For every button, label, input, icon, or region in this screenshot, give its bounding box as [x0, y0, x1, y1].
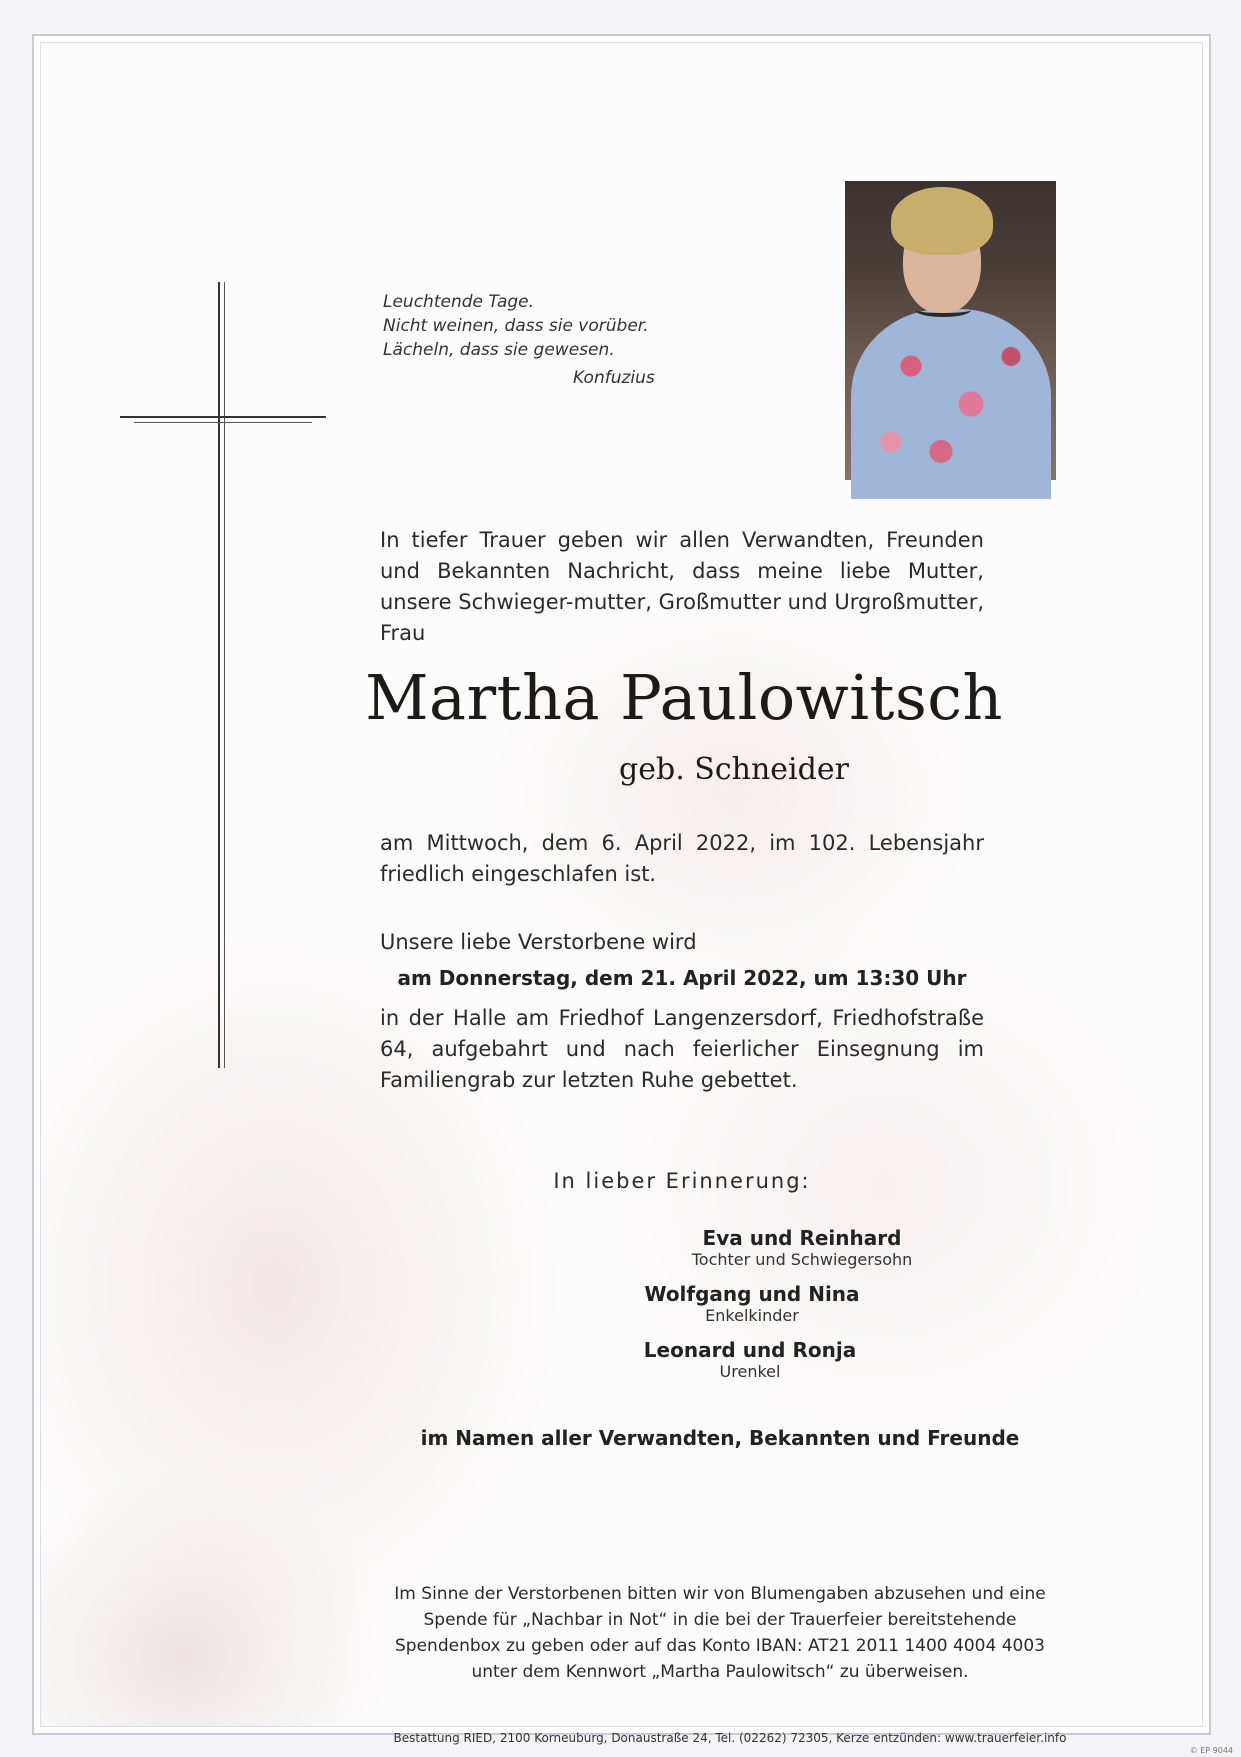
birth-name: geb. Schneider — [619, 752, 849, 787]
funeral-intro: Unsere liebe Verstorbene wird — [380, 930, 697, 954]
deceased-name: Martha Paulowitsch — [365, 661, 1003, 734]
mourner-name: Wolfgang und Nina — [644, 1282, 860, 1306]
death-text: am Mittwoch, dem 6. April 2022, im 102. Lebensjahr friedlich eingeschlafen ist. — [380, 831, 984, 886]
funeral-place: in der Halle am Friedhof Langenzersdorf, Friedhofstraße 64, aufgebahrt und nach feierlicher Einsegnung im Familiengrab zur letzten Ruhe gebettet. — [380, 1006, 984, 1092]
portrait-photo — [845, 181, 1056, 480]
donation-line: Im Sinne der Verstorbenen bitten wir von Blumengaben abzusehen und eine — [394, 1584, 1046, 1604]
donation-request — [380, 1581, 1060, 1685]
mourner-relation: Tochter und Schwiegersohn — [691, 1250, 913, 1269]
mourner — [500, 1226, 1104, 1270]
quote-author: Konfuzius — [573, 368, 655, 388]
mourner — [450, 1282, 1054, 1326]
mourner-name: Eva und Reinhard — [702, 1226, 902, 1250]
quote-line: Leuchtende Tage. — [383, 292, 535, 312]
mourner — [448, 1338, 1052, 1382]
intro-text: In tiefer Trauer geben wir allen Verwandten, Freunden und Bekannten Nachricht, dass meine liebe Mutter, unsere Schwieger-mutter, Großmutter und Urgroßmutter, Frau — [380, 528, 984, 645]
obituary-card — [32, 34, 1211, 1745]
funeral-date: am Donnerstag, dem 21. April 2022, um 13:30 Uhr — [397, 966, 967, 990]
memory-heading: In lieber Erinnerung: — [553, 1169, 811, 1193]
mourner-relation: Urenkel — [719, 1362, 781, 1381]
quote-line: Lächeln, dass sie gewesen. — [383, 340, 615, 360]
funeral-home-footer: Bestattung RIED, 2100 Korneuburg, Donaustraße 24, Tel. (02262) 72305, Kerze entzünden: www.trauerfeier.info — [393, 1731, 1067, 1745]
print-code: © EP 9044 — [1189, 1746, 1233, 1755]
mourner-name: Leonard und Ronja — [643, 1338, 857, 1362]
donation-line: Spende für „Nachbar in Not“ in die bei der Trauerfeier bereitstehende — [423, 1610, 1017, 1630]
on-behalf-text: im Namen aller Verwandten, Bekannten und Freunde — [420, 1426, 1020, 1450]
quote-line: Nicht weinen, dass sie vorüber. — [383, 316, 649, 336]
cross-icon — [120, 282, 326, 1068]
quote — [383, 290, 649, 362]
donation-line: unter dem Kennwort „Martha Paulowitsch“ zu überweisen. — [471, 1662, 969, 1682]
mourner-relation: Enkelkinder — [705, 1306, 799, 1325]
donation-line: Spendenbox zu geben oder auf das Konto IBAN: AT21 2011 1400 4004 4003 — [395, 1636, 1045, 1656]
